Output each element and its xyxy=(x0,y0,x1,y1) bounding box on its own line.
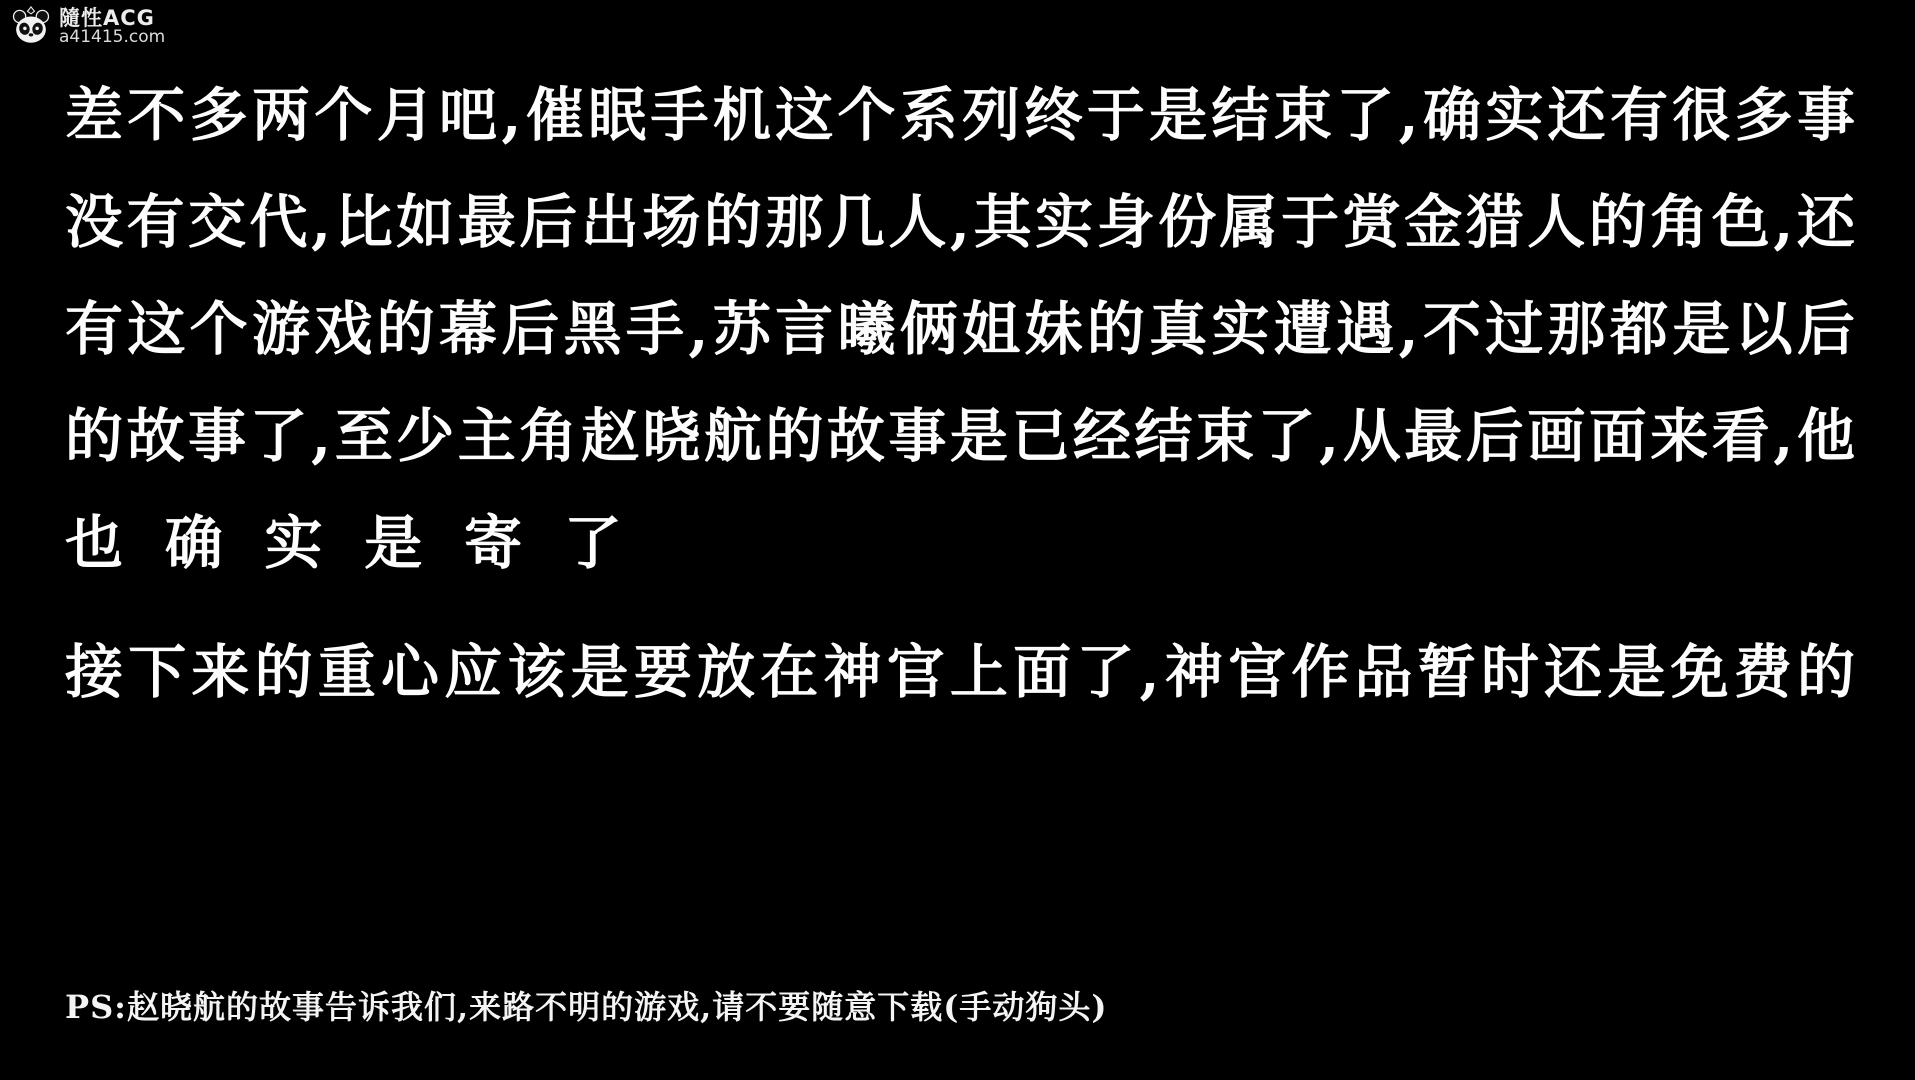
text-line-5: 也确实是寄了 xyxy=(65,509,664,577)
ps-note: PS:赵晓航的故事告诉我们,来路不明的游戏,请不要随意下载(手动狗头) xyxy=(65,988,1108,1026)
main-text-block xyxy=(65,62,1855,726)
text-line-2: 没有交代,比如最后出场的那几人,其实身份属于赏金猎人的角色,还 xyxy=(65,188,1855,256)
text-line-4: 的故事了,至少主角赵晓航的故事是已经结束了,从最后画面来看,他 xyxy=(65,402,1855,470)
text-line-1: 差不多两个月吧,催眠手机这个系列终于是结束了,确实还有很多事 xyxy=(65,81,1855,149)
logo-site-name: 隨性ACG xyxy=(59,6,155,31)
site-logo xyxy=(10,6,165,48)
text-line-3: 有这个游戏的幕后黑手,苏言曦俩姐妹的真实遭遇,不过那都是以后 xyxy=(65,295,1855,363)
logo-site-url: a41415.com xyxy=(59,27,166,48)
panda-icon xyxy=(10,6,52,48)
logo-text-block xyxy=(59,7,165,47)
text-line-6: 接下来的重心应该是要放在神官上面了,神官作品暂时还是免费的 xyxy=(65,638,1855,706)
